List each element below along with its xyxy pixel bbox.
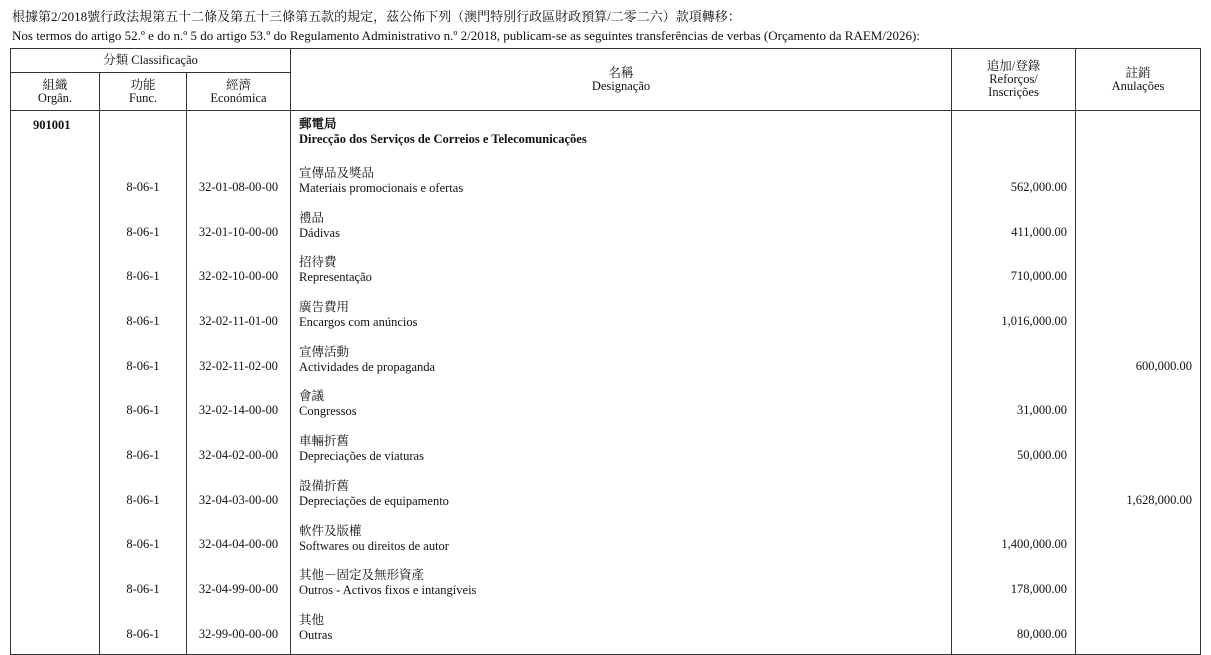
row-reinforcement: 411,000.00: [952, 207, 1076, 252]
row-designation-zh: 宣傳活動: [299, 344, 350, 359]
row-organic: [11, 385, 100, 430]
row-designation-zh: 車輛折舊: [299, 434, 350, 449]
row-designation-zh: 會議: [299, 389, 325, 404]
entity-code: 901001: [11, 111, 100, 163]
row-annulment: [1076, 296, 1201, 341]
row-reinforcement: 50,000.00: [952, 430, 1076, 475]
table-row: [11, 251, 1201, 296]
row-functional-code: 8-06-1: [100, 251, 187, 296]
row-reinforcement: [952, 475, 1076, 520]
row-designation-pt: Dádivas: [299, 225, 340, 240]
header-designation: [291, 49, 952, 111]
row-organic: [11, 251, 100, 296]
row-functional-code: 8-06-1: [100, 385, 187, 430]
row-designation: [291, 207, 952, 252]
row-reinforcement: 31,000.00: [952, 385, 1076, 430]
header-economic-zh: 經濟: [225, 77, 251, 92]
table-row: [11, 296, 1201, 341]
header-economic-pt: Económica: [210, 90, 267, 105]
table-row: [11, 609, 1201, 654]
row-designation-zh: 招待費: [299, 255, 337, 270]
row-organic: [11, 475, 100, 520]
row-annulment: [1076, 520, 1201, 565]
row-reinforcement: [952, 341, 1076, 386]
header-economic: [187, 73, 291, 111]
row-annulment: [1076, 251, 1201, 296]
row-designation-pt: Softwares ou direitos de autor: [299, 538, 449, 553]
row-economic-code: 32-01-08-00-00: [187, 162, 291, 207]
row-designation: [291, 341, 952, 386]
header-reinforcements-pt1: Reforços/: [989, 72, 1038, 86]
row-annulment: [1076, 207, 1201, 252]
table-row: [11, 520, 1201, 565]
row-reinforcement: 1,016,000.00: [952, 296, 1076, 341]
row-designation-pt: Outros - Activos fixos e intangíveis: [299, 583, 477, 598]
header-designation-zh: 名稱: [608, 65, 634, 80]
row-organic: [11, 296, 100, 341]
row-designation-zh: 禮品: [299, 210, 325, 225]
entity-func-empty: [100, 111, 187, 163]
row-designation: [291, 430, 952, 475]
row-economic-code: 32-02-10-00-00: [187, 251, 291, 296]
row-economic-code: 32-02-11-02-00: [187, 341, 291, 386]
row-organic: [11, 609, 100, 654]
table-row: [11, 385, 1201, 430]
row-designation-zh: 宣傳品及獎品: [299, 166, 375, 180]
row-functional-code: 8-06-1: [100, 207, 187, 252]
entity-name-pt: Direcção dos Serviços de Correios e Telecomunicações: [299, 132, 587, 146]
entity-row: [11, 111, 1201, 163]
header-organic: [11, 73, 100, 111]
row-economic-code: 32-04-03-00-00: [187, 475, 291, 520]
row-reinforcement: 80,000.00: [952, 609, 1076, 654]
row-designation-pt: Outras: [299, 627, 333, 642]
row-economic-code: 32-02-11-01-00: [187, 296, 291, 341]
header-reinforcements: [952, 49, 1076, 111]
row-functional-code: 8-06-1: [100, 162, 187, 207]
row-organic: [11, 207, 100, 252]
row-organic: [11, 341, 100, 386]
row-economic-code: 32-04-04-00-00: [187, 520, 291, 565]
header-organic-zh: 組織: [42, 77, 68, 92]
row-functional-code: 8-06-1: [100, 520, 187, 565]
row-designation: [291, 162, 952, 207]
row-designation-zh: 軟件及版權: [299, 523, 362, 538]
header-annulments-pt: Anulações: [1111, 78, 1165, 93]
row-designation-zh: 廣告費用: [299, 300, 350, 315]
table-row: [11, 341, 1201, 386]
row-functional-code: 8-06-1: [100, 564, 187, 609]
row-designation: [291, 385, 952, 430]
row-designation: [291, 296, 952, 341]
row-functional-code: 8-06-1: [100, 296, 187, 341]
header-reinforcements-zh: 追加/登錄: [986, 59, 1041, 73]
row-designation-zh: 其他－固定及無形資產: [299, 568, 425, 583]
row-functional-code: 8-06-1: [100, 341, 187, 386]
intro-portuguese: Nos termos do artigo 52.º e do n.º 5 do artigo 53.º do Regulamento Administrativo n.º 2/2018, publicam-se as seguintes transferências de verbas (Orçamento da RAEM/2026):: [12, 28, 920, 43]
row-organic: [11, 162, 100, 207]
header-classification: 分類 Classificação: [11, 49, 291, 73]
header-functional-zh: 功能: [130, 77, 156, 92]
row-designation: [291, 475, 952, 520]
row-reinforcement: 710,000.00: [952, 251, 1076, 296]
budget-transfer-table: [10, 48, 1201, 655]
header-annulments-zh: 註銷: [1125, 65, 1151, 80]
row-functional-code: 8-06-1: [100, 475, 187, 520]
row-annulment: [1076, 430, 1201, 475]
row-designation-pt: Materiais promocionais e ofertas: [299, 181, 464, 195]
header-functional-pt: Func.: [128, 90, 158, 105]
row-designation: [291, 251, 952, 296]
row-functional-code: 8-06-1: [100, 430, 187, 475]
table-row: [11, 475, 1201, 520]
row-economic-code: 32-02-14-00-00: [187, 385, 291, 430]
row-annulment: 1,628,000.00: [1076, 475, 1201, 520]
row-designation-pt: Depreciações de equipamento: [299, 493, 449, 508]
table-row: [11, 207, 1201, 252]
row-designation-zh: 設備折舊: [299, 478, 350, 493]
row-designation-zh: 其他: [299, 612, 325, 627]
row-functional-code: 8-06-1: [100, 609, 187, 654]
row-annulment: [1076, 609, 1201, 654]
row-economic-code: 32-04-99-00-00: [187, 564, 291, 609]
row-reinforcement: 562,000.00: [952, 162, 1076, 207]
entity-anu-empty: [1076, 111, 1201, 163]
entity-ref-empty: [952, 111, 1076, 163]
row-organic: [11, 430, 100, 475]
header-designation-pt: Designação: [591, 78, 651, 93]
row-annulment: [1076, 162, 1201, 207]
row-economic-code: 32-99-00-00-00: [187, 609, 291, 654]
header-annulments: [1076, 49, 1201, 111]
table-row: [11, 430, 1201, 475]
row-economic-code: 32-04-02-00-00: [187, 430, 291, 475]
row-designation-pt: Actividades de propaganda: [299, 359, 436, 374]
intro-chinese: 根據第2/2018號行政法規第五十二條及第五十三條第五款的規定，茲公佈下列（澳門特別行政區財政預算/二零二六）款項轉移：: [12, 9, 741, 24]
entity-name-zh: 郵電局: [299, 117, 337, 131]
entity-eco-empty: [187, 111, 291, 163]
row-designation-pt: Encargos com anúncios: [299, 315, 418, 330]
row-economic-code: 32-01-10-00-00: [187, 207, 291, 252]
row-designation: [291, 609, 952, 654]
row-annulment: [1076, 385, 1201, 430]
header-organic-pt: Orgân.: [37, 90, 73, 105]
header-functional: [100, 73, 187, 111]
entity-name: [291, 111, 952, 163]
row-organic: [11, 520, 100, 565]
table-row: [11, 162, 1201, 207]
row-designation-pt: Depreciações de viaturas: [299, 449, 424, 464]
header-reinforcements-pt2: Inscrições: [988, 85, 1039, 99]
row-reinforcement: 1,400,000.00: [952, 520, 1076, 565]
row-reinforcement: 178,000.00: [952, 564, 1076, 609]
row-annulment: 600,000.00: [1076, 341, 1201, 386]
row-designation-pt: Representação: [299, 270, 372, 285]
row-designation: [291, 520, 952, 565]
row-designation-pt: Congressos: [299, 404, 357, 419]
